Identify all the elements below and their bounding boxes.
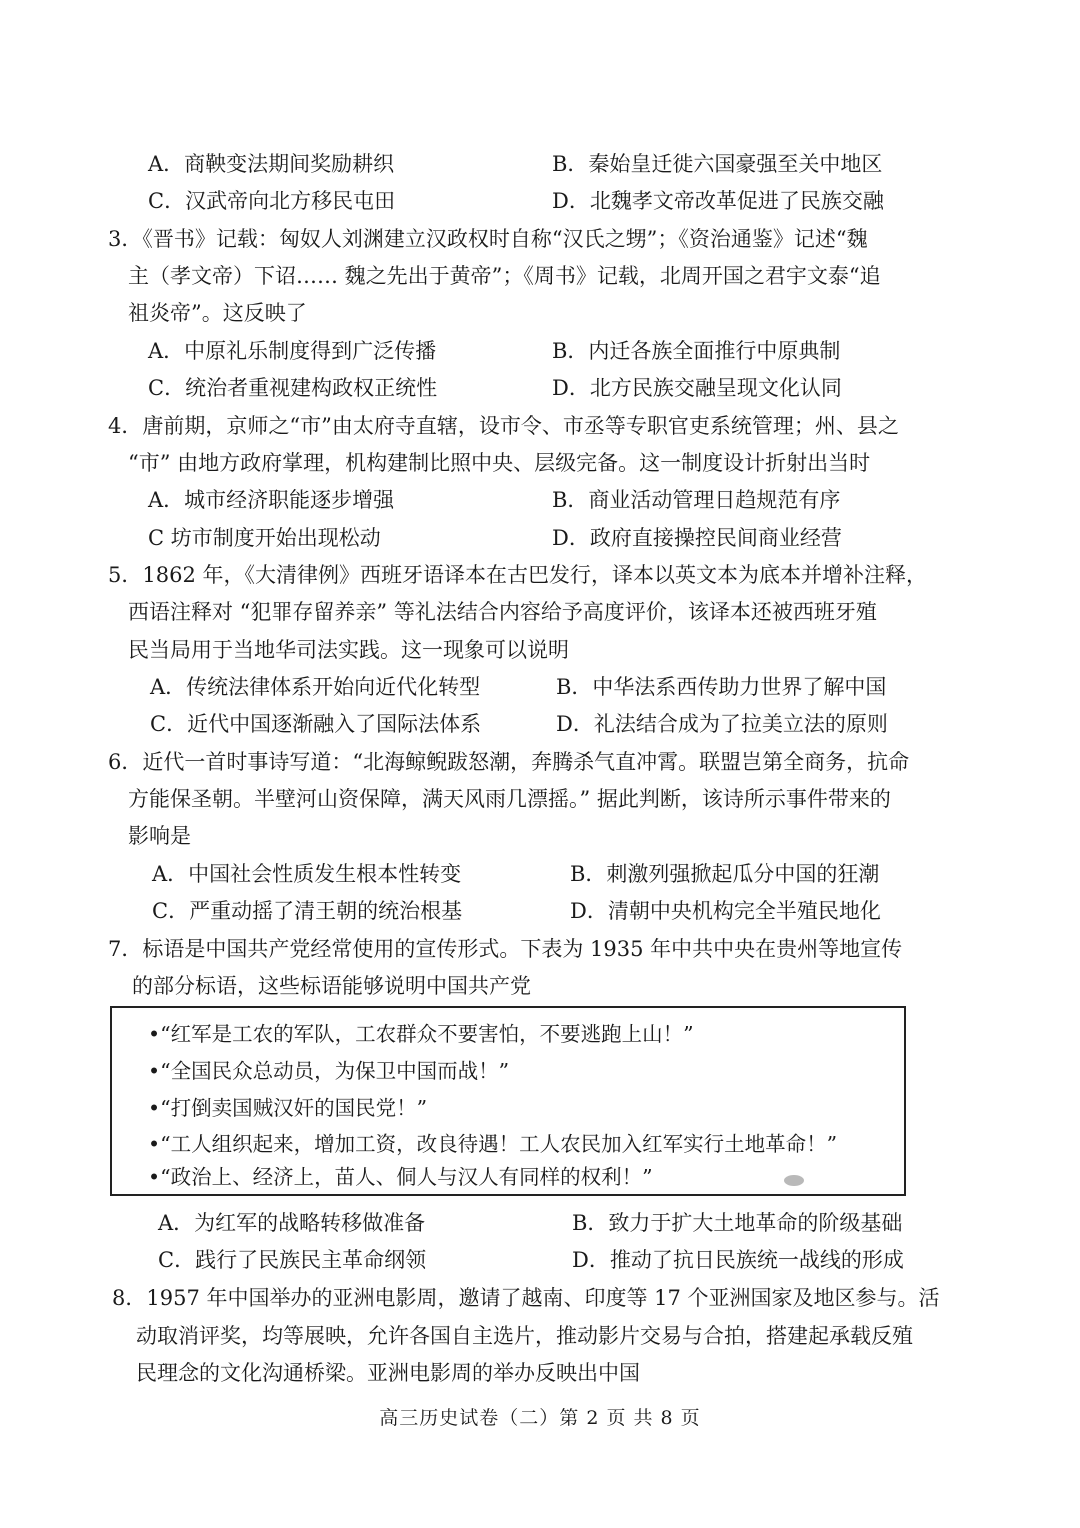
q5-option-a: A．传统法律体系开始向近代化转型 xyxy=(150,675,481,699)
q7-stem-line-2: 的部分标语，这些标语能够说明中国共产党 xyxy=(132,974,531,998)
q5-stem-line-1: 5．1862 年，《大清律例》西班牙语译本在古巴发行，译本以英文本为底本并增补注释， xyxy=(108,563,927,587)
q4-option-a: A．城市经济职能逐步增强 xyxy=(148,488,395,512)
q7-option-a: A．为红军的战略转移做准备 xyxy=(158,1211,426,1235)
q2-option-c: C．汉武帝向北方移民屯田 xyxy=(148,189,396,213)
q3-stem-line-2: 主（孝文帝）下诏…… 魏之先出于黄帝”；《周书》记载，北周开国之君宇文泰“追 xyxy=(128,264,881,288)
q6-stem-line-3: 影响是 xyxy=(128,824,191,848)
q4-option-b: B．商业活动管理日趋规范有序 xyxy=(552,488,841,512)
q6-option-c: C．严重动摇了清王朝的统治根基 xyxy=(152,899,463,923)
q6-option-a: A．中国社会性质发生根本性转变 xyxy=(152,862,462,886)
q7-option-d: D．推动了抗日民族统一战线的形成 xyxy=(572,1248,904,1272)
q8-stem-line-3: 民理念的文化沟通桥梁。亚洲电影周的举办反映出中国 xyxy=(136,1361,640,1385)
q6-option-d: D．清朝中央机构完全半殖民地化 xyxy=(570,899,881,923)
q4-stem-line-1: 4．唐前期，京师之“市”由太府寺直辖，设市令、市丞等专职官吏系统管理；州、县之 xyxy=(108,414,899,438)
q2-option-a: A．商鞅变法期间奖励耕织 xyxy=(148,152,395,176)
q6-option-b: B．刺激列强掀起瓜分中国的狂潮 xyxy=(570,862,880,886)
q7-stem-line-1: 7．标语是中国共产党经常使用的宣传形式。下表为 1935 年中共中央在贵州等地宣传 xyxy=(108,937,903,961)
slogan-table xyxy=(110,1006,906,1196)
q5-stem-line-3: 民当局用于当地华司法实践。这一现象可以说明 xyxy=(128,638,569,662)
q8-stem-line-2: 动取消评奖，均等展映，允许各国自主选片，推动影片交易与合拍，搭建起承载反殖 xyxy=(136,1324,913,1348)
slogan-item: •“工人组织起来，增加工资，改良待遇！工人农民加入红军实行土地革命！” xyxy=(148,1132,838,1156)
q4-option-c: C 坊市制度开始出现松动 xyxy=(148,526,381,550)
q3-option-c: C．统治者重视建构政权正统性 xyxy=(148,376,438,400)
q3-stem-line-1: 3．《晋书》记载：匈奴人刘渊建立汉政权时自称“汉氏之甥”；《资治通鉴》记述“魏 xyxy=(108,227,868,251)
q3-option-d: D．北方民族交融呈现文化认同 xyxy=(552,376,842,400)
slogan-item: •“打倒卖国贼汉奸的国民党！” xyxy=(148,1096,428,1120)
q6-stem-line-1: 6．近代一首时事诗写道：“北海鲸鲵跋怒潮，奔腾杀气直冲霄。联盟岂第全商务，抗命 xyxy=(108,750,910,774)
page-footer: 高三历史试卷（二）第 2 页 共 8 页 xyxy=(379,1407,701,1429)
q6-stem-line-2: 方能保圣朝。半壁河山资保障，满天风雨几漂摇。” 据此判断，该诗所示事件带来的 xyxy=(128,787,891,811)
q5-option-b: B．中华法系西传助力世界了解中国 xyxy=(556,675,887,699)
q5-option-d: D．礼法结合成为了拉美立法的原则 xyxy=(556,712,888,736)
q3-option-a: A．中原礼乐制度得到广泛传播 xyxy=(148,339,437,363)
q3-stem-line-3: 祖炎帝”。这反映了 xyxy=(128,301,307,325)
q5-option-c: C．近代中国逐渐融入了国际法体系 xyxy=(150,712,482,736)
q7-option-c: C．践行了民族民主革命纲领 xyxy=(158,1248,427,1272)
slogan-item: •“红军是工农的军队，工农群众不要害怕，不要逃跑上山！” xyxy=(148,1022,694,1046)
ink-smudge xyxy=(784,1175,804,1186)
q2-option-d: D．北魏孝文帝改革促进了民族交融 xyxy=(552,189,884,213)
q4-option-d: D．政府直接操控民间商业经营 xyxy=(552,526,842,550)
q2-option-b: B．秦始皇迁徙六国豪强至关中地区 xyxy=(552,152,883,176)
slogan-item: •“全国民众总动员，为保卫中国而战！” xyxy=(148,1059,510,1083)
q3-option-b: B．内迁各族全面推行中原典制 xyxy=(552,339,841,363)
q5-stem-line-2: 西语注释对 “犯罪存留养亲” 等礼法结合内容给予高度评价，该译本还被西班牙殖 xyxy=(128,600,877,624)
q4-stem-line-2: “市” 由地方政府掌理，机构建制比照中央、层级完备。这一制度设计折射出当时 xyxy=(128,451,871,475)
q7-option-b: B．致力于扩大土地革命的阶级基础 xyxy=(572,1211,903,1235)
slogan-item: •“政治上、经济上，苗人、侗人与汉人有同样的权利！” xyxy=(148,1165,653,1189)
q8-stem-line-1: 8．1957 年中国举办的亚洲电影周，邀请了越南、印度等 17 个亚洲国家及地区参与。活 xyxy=(112,1286,940,1310)
